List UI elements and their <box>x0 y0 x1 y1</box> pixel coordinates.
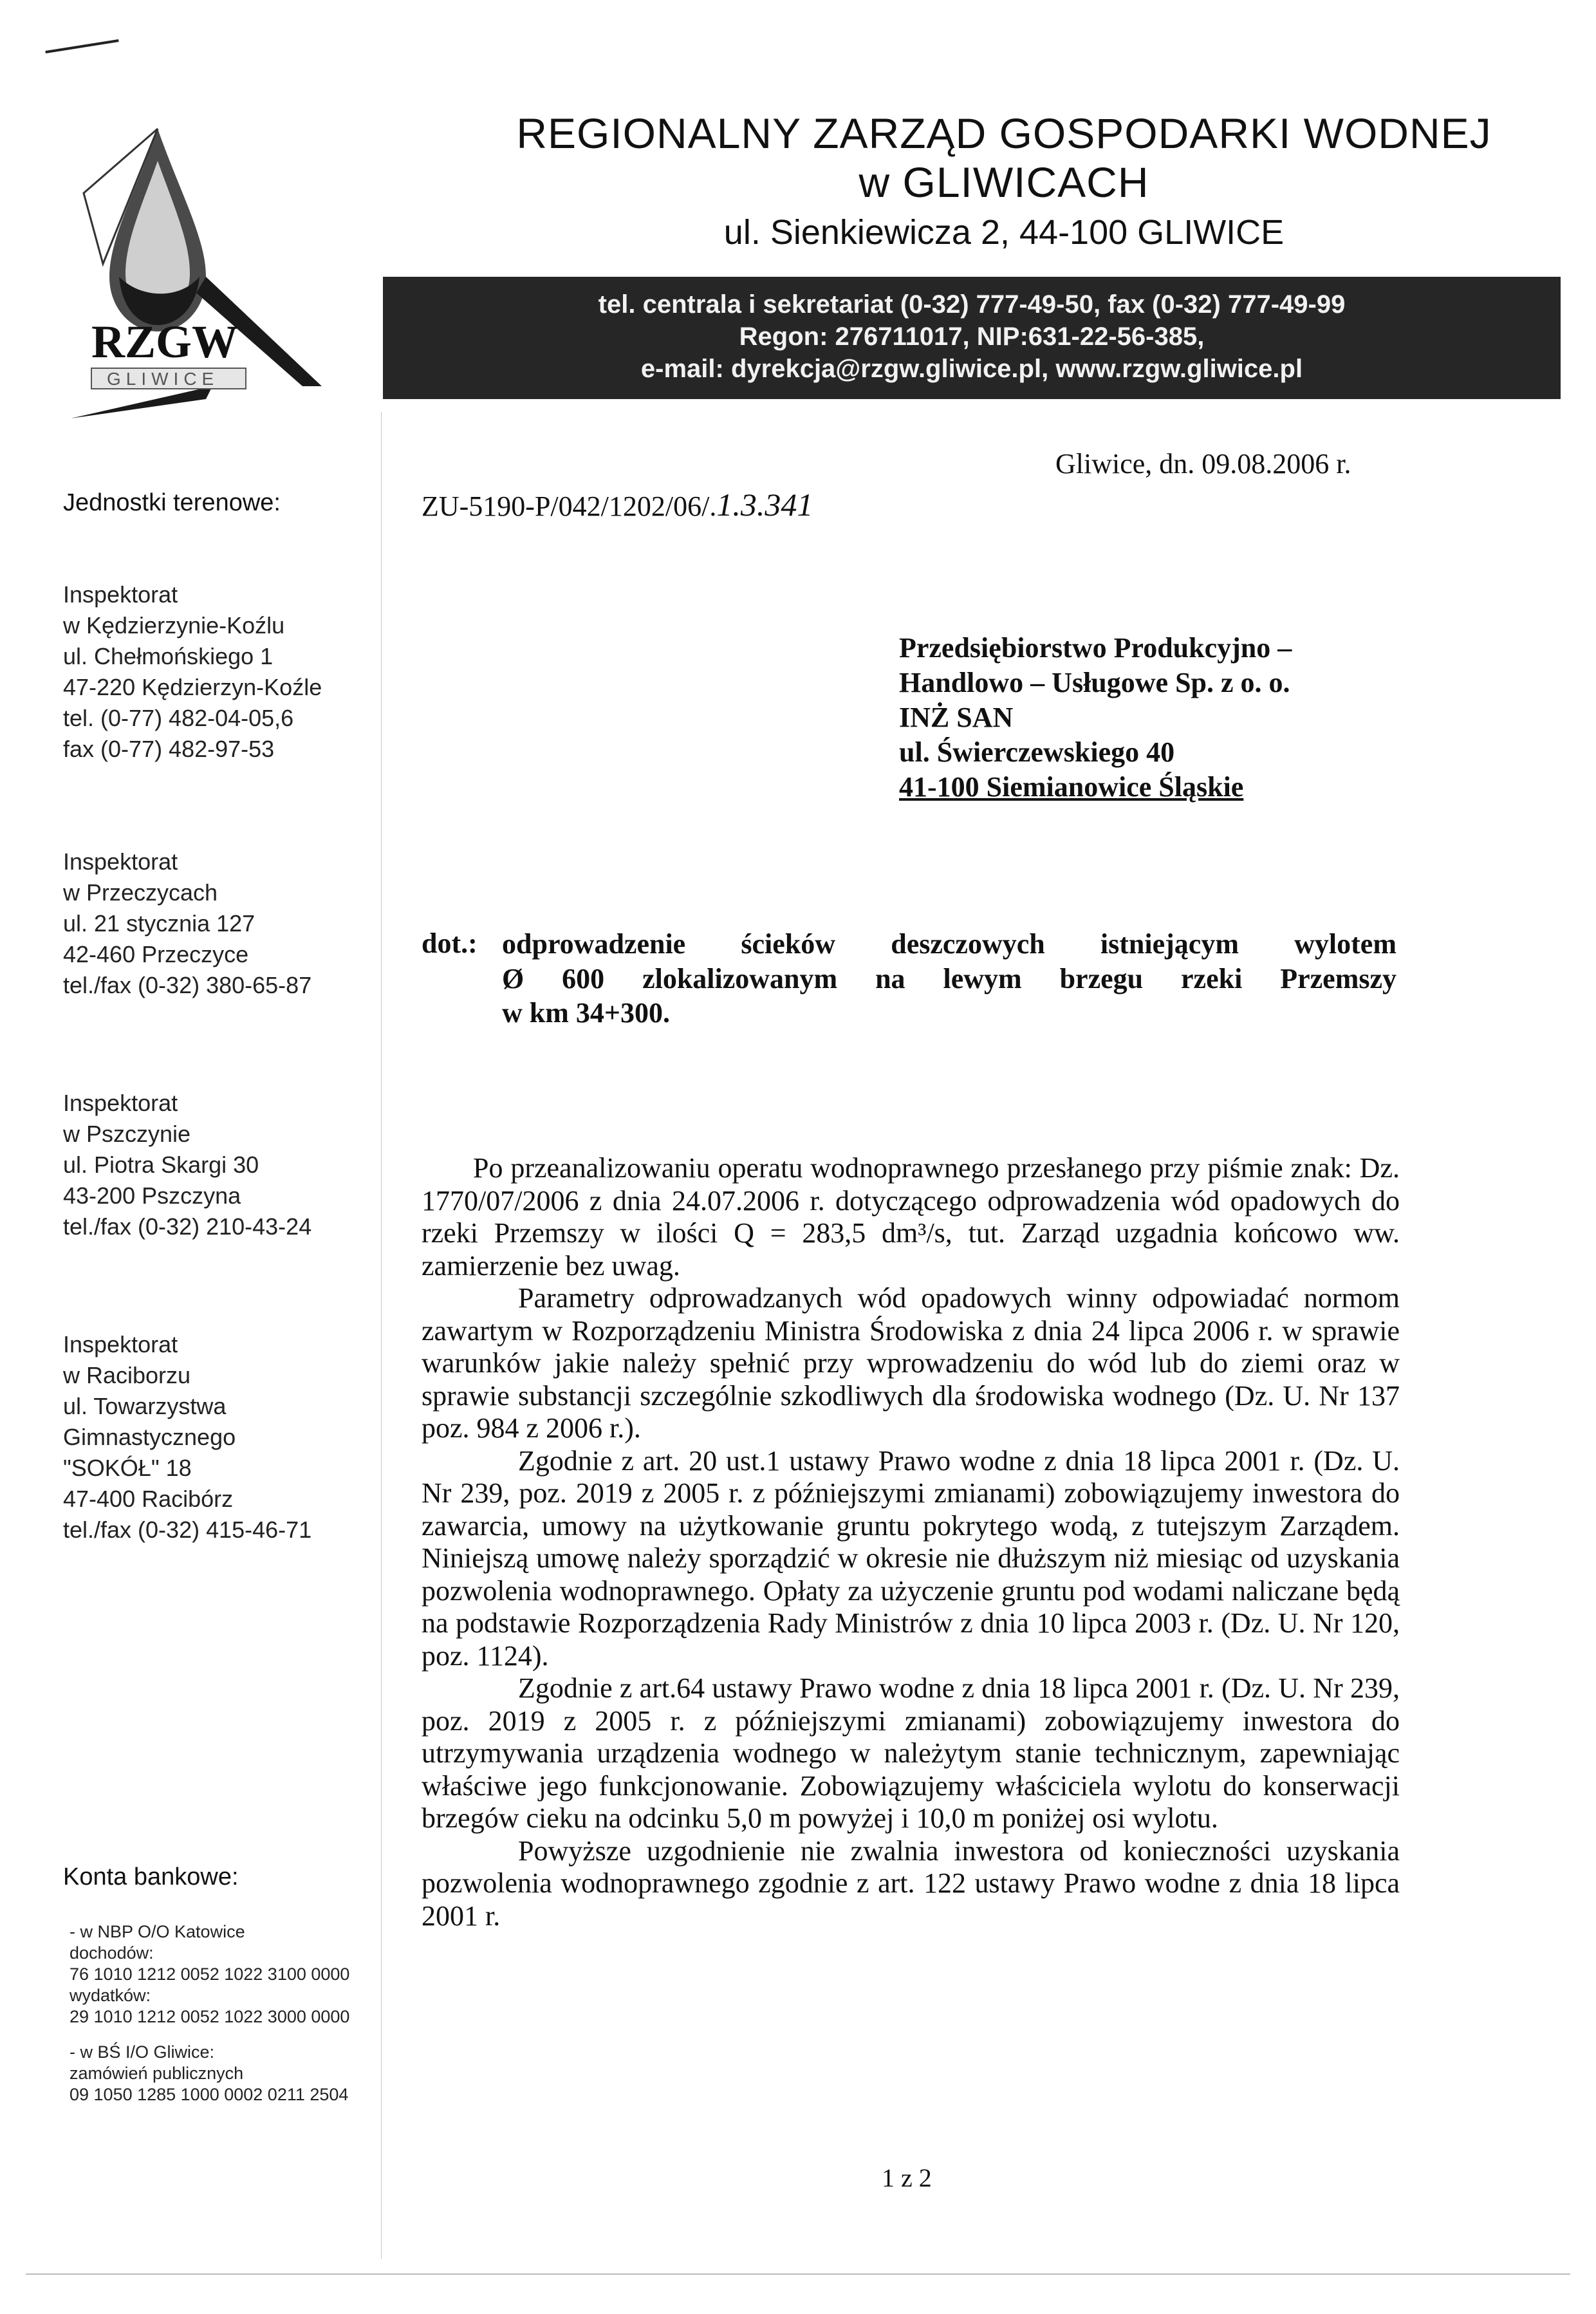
contact-line1: tel. centrala i sekretariat (0-32) 777-49-50, fax (0-32) 777-49-99 <box>598 290 1346 319</box>
unit-line: 43-200 Pszczyna <box>63 1182 241 1209</box>
unit-line: ul. Towarzystwa <box>63 1393 227 1419</box>
unit-line: Inspektorat <box>63 848 178 875</box>
scan-mark <box>45 39 118 53</box>
rzgw-logo <box>45 116 373 438</box>
unit-line: Inspektorat <box>63 1090 178 1116</box>
bank-accounts <box>70 1921 378 2105</box>
unit-line: Inspektorat <box>63 581 178 608</box>
unit-line: 42-460 Przeczyce <box>63 941 249 967</box>
subject-text <box>502 927 1396 996</box>
letter-body <box>422 1152 1400 1932</box>
bank-line: dochodów: <box>70 1943 154 1963</box>
logo-text: RZGW <box>91 316 239 368</box>
unit-line: ul. Chełmońskiego 1 <box>63 643 274 669</box>
body-paragraph: Zgodnie z art. 20 ust.1 ustawy Prawo wodne z dnia 18 lipca 2001 r. (Dz. U. Nr 239, poz. 2019 z 2005 r. z późniejszymi zmianami) zobowiązujemy inwestora do zawarcia, umowy na użytkowanie gruntu pokrytego wodą, z tutejszym Zarządem. Niniejszą umowę należy sporządzić w okresie nie dłuższym niż miesiąc od uzyskania pozwolenia wodnoprawnego. Opłaty za użyczenie gruntu pod wodami naliczane będą na podstawie Rozporządzenia Rady Ministrów z dnia 10 lipca 2003 r. (Dz. U. Nr 120, poz. 1124). <box>422 1444 1400 1672</box>
unit-line: tel. (0-77) 482-04-05,6 <box>63 705 294 731</box>
addressee-city-line: 41-100 Siemianowice Śląskie <box>899 771 1244 803</box>
addressee-line: Handlowo – Usługowe Sp. z o. o. <box>899 667 1290 698</box>
subject-line: odprowadzenie ścieków deszczowych istniejącym wylotem <box>502 928 1396 960</box>
contact-line2: Regon: 276711017, NIP:631-22-56-385, <box>739 322 1205 351</box>
bank-line: wydatków: <box>70 1986 151 2005</box>
sidebar-heading: Jednostki terenowe: <box>63 489 281 516</box>
bank-line: 09 1050 1285 1000 0002 0211 2504 <box>70 2085 349 2104</box>
logo-subtext: GLIWICE <box>107 369 219 389</box>
institution-address: ul. Sienkiewicza 2, 44-100 GLIWICE <box>723 213 1285 252</box>
reference-handwritten: 1.3.341 <box>716 487 813 523</box>
unit-line: w Pszczynie <box>63 1121 191 1147</box>
page-number: 1 z 2 <box>882 2163 932 2192</box>
subject-label: dot.: <box>422 928 478 959</box>
body-paragraph: Parametry odprowadzanych wód opadowych winny odpowiadać normom zawartym w Rozporządzeniu Ministra Środowiska z dnia 24 lipca 2006 r. w sprawie warunków jakie należy spełnić przy wprowadzeniu do wód lub do ziemi oraz w sprawie substancji szczególnie szkodliwych dla środowiska wodnego (Dz. U. Nr 137 poz. 984 z 2006 r.). <box>422 1282 1400 1444</box>
unit-line: w Kędzierzynie-Koźlu <box>63 612 285 639</box>
contact-line3: e-mail: dyrekcja@rzgw.gliwice.pl, www.rzgw.gliwice.pl <box>640 355 1303 383</box>
unit-line: fax (0-77) 482-97-53 <box>63 736 275 762</box>
institution-name-line1: REGIONALNY ZARZĄD GOSPODARKI WODNEJ <box>516 109 1492 157</box>
body-paragraph: Powyższe uzgodnienie nie zwalnia inwestora od konieczności uzyskania pozwolenia wodnoprawnego zgodnie z art. 122 ustawy Prawo wodne z dnia 18 lipca 2001 r. <box>422 1834 1400 1932</box>
body-paragraph: Po przeanalizowaniu operatu wodnoprawnego przesłanego przy piśmie znak: Dz. 1770/07/2006 z dnia 24.07.2006 r. dotyczącego odprowadzenia wód opadowych do rzeki Przemszy w ilości Q = 283,5 dm³/s, tut. Zarząd uzgadnia końcowo ww. zamierzenie bez uwag. <box>422 1152 1400 1282</box>
subject-line: Ø 600 zlokalizowanym na lewym brzegu rzeki Przemszy <box>502 963 1396 994</box>
unit-line: 47-220 Kędzierzyn-Koźle <box>63 674 322 700</box>
bank-line: - w NBP O/O Katowice <box>70 1922 245 1941</box>
bank-line: zamówień publicznych <box>70 2064 244 2083</box>
sidebar-unit-pszczyna <box>63 1088 378 1242</box>
sidebar-unit-kedzierzyn <box>63 579 378 765</box>
unit-line: w Przeczycach <box>63 879 218 906</box>
bank-accounts-heading: Konta bankowe: <box>63 1863 239 1890</box>
sidebar-unit-raciborz <box>63 1329 378 1545</box>
bank-line: 29 1010 1212 0052 1022 3000 0000 <box>70 2007 350 2026</box>
addressee-line: Przedsiębiorstwo Produkcyjno – <box>899 632 1292 664</box>
addressee-line: INŻ SAN <box>899 702 1014 733</box>
bottom-rule <box>26 2273 1570 2275</box>
addressee-line: ul. Świerczewskiego 40 <box>899 736 1175 768</box>
bank-line: 76 1010 1212 0052 1022 3100 0000 <box>70 1964 350 1984</box>
addressee-block <box>899 631 1292 805</box>
sidebar-unit-przeczyce <box>63 846 378 1001</box>
reference-number <box>422 486 813 523</box>
water-drop-logo-icon <box>45 116 373 438</box>
sidebar-divider <box>381 412 382 2259</box>
letter-date: Gliwice, dn. 09.08.2006 r. <box>1055 448 1351 480</box>
unit-line: ul. 21 stycznia 127 <box>63 910 255 937</box>
unit-line: w Raciborzu <box>63 1362 191 1388</box>
reference-printed: ZU-5190-P/042/1202/06/. <box>422 490 717 522</box>
unit-line: Inspektorat <box>63 1331 178 1358</box>
contact-band <box>383 277 1561 399</box>
unit-line: ul. Piotra Skargi 30 <box>63 1152 259 1178</box>
body-paragraph: Zgodnie z art.64 ustawy Prawo wodne z dnia 18 lipca 2001 r. (Dz. U. Nr 239, poz. 2019 z 2005 r. z późniejszymi zmianami) zobowiązujemy inwestora do utrzymywania urządzenia wodnego w należytym stanie technicznym, zapewniając właściwe jego funkcjonowanie. Zobowiązujemy właściciela wylotu do konserwacji brzegów cieku na odcinku 5,0 m powyżej i 10,0 m poniżej osi wylotu. <box>422 1672 1400 1834</box>
bank-line: - w BŚ I/O Gliwice: <box>70 2042 215 2062</box>
institution-name <box>476 109 1532 207</box>
unit-line: Gimnastycznego <box>63 1424 236 1450</box>
unit-line: tel./fax (0-32) 380-65-87 <box>63 972 312 998</box>
unit-line: "SOKÓŁ" 18 <box>63 1455 192 1481</box>
unit-line: 47-400 Racibórz <box>63 1486 234 1512</box>
unit-line: tel./fax (0-32) 210-43-24 <box>63 1213 312 1240</box>
institution-name-line2: w GLIWICACH <box>858 158 1149 206</box>
unit-line: tel./fax (0-32) 415-46-71 <box>63 1516 312 1543</box>
subject-line-last: w km 34+300. <box>502 997 670 1029</box>
